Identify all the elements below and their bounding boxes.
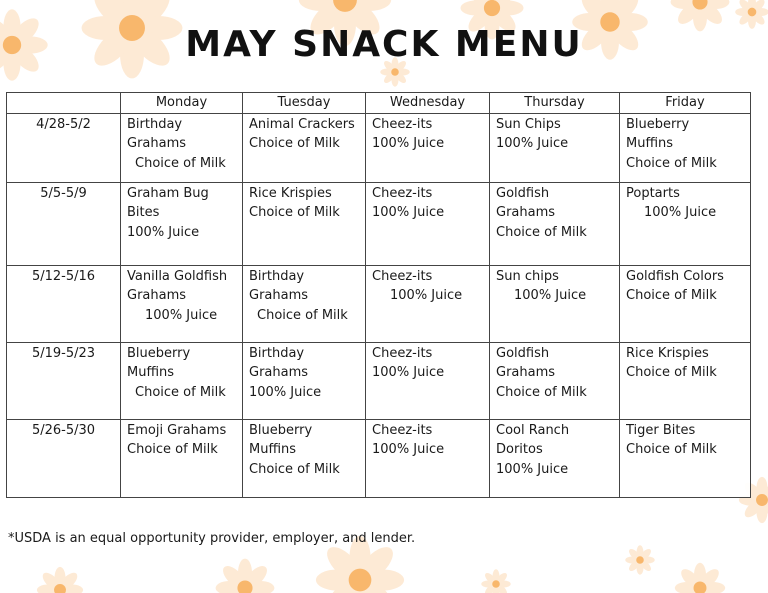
daisy-flower-icon xyxy=(481,569,510,593)
day-header: Tuesday xyxy=(243,93,366,114)
snack-menu-table xyxy=(6,92,751,498)
menu-cell: Cheez-its 100% Juice xyxy=(366,182,490,265)
menu-cell: Emoji Grahams Choice of Milk xyxy=(121,419,243,497)
menu-cell: Cheez-its 100% Juice xyxy=(366,342,490,419)
table-row xyxy=(7,342,751,419)
menu-cell: Sun Chips 100% Juice xyxy=(490,113,620,182)
menu-cell: Sun chips 100% Juice xyxy=(490,265,620,342)
menu-cell: Rice Krispies Choice of Milk xyxy=(620,342,751,419)
menu-cell: Goldfish Colors Choice of Milk xyxy=(620,265,751,342)
menu-cell: Graham Bug Bites 100% Juice xyxy=(121,182,243,265)
menu-cell: Blueberry Muffins Choice of Milk xyxy=(620,113,751,182)
table-row xyxy=(7,182,751,265)
menu-cell: Birthday Grahams 100% Juice xyxy=(243,342,366,419)
table-row xyxy=(7,265,751,342)
daisy-flower-icon xyxy=(625,545,654,574)
menu-cell: Poptarts 100% Juice xyxy=(620,182,751,265)
menu-cell: Birthday Grahams Choice of Milk xyxy=(243,265,366,342)
daisy-flower-icon xyxy=(37,567,83,593)
day-header: Thursday xyxy=(490,93,620,114)
header-row xyxy=(7,93,751,114)
daisy-flower-icon xyxy=(216,559,275,593)
menu-cell: Cool Ranch Doritos 100% Juice xyxy=(490,419,620,497)
day-header: Friday xyxy=(620,93,751,114)
menu-cell: Cheez-its 100% Juice xyxy=(366,113,490,182)
menu-cell: Blueberry Muffins Choice of Milk xyxy=(243,419,366,497)
daisy-flower-icon xyxy=(675,563,725,593)
week-label: 5/19-5/23 xyxy=(7,342,121,419)
week-label: 5/5-5/9 xyxy=(7,182,121,265)
menu-cell: Goldfish Grahams Choice of Milk xyxy=(490,182,620,265)
corner-cell xyxy=(7,93,121,114)
menu-cell: Blueberry Muffins Choice of Milk xyxy=(121,342,243,419)
menu-cell: Cheez-its 100% Juice xyxy=(366,265,490,342)
menu-cell: Cheez-its 100% Juice xyxy=(366,419,490,497)
menu-cell: Rice Krispies Choice of Milk xyxy=(243,182,366,265)
menu-cell: Vanilla Goldfish Grahams 100% Juice xyxy=(121,265,243,342)
page-title: MAY SNACK MENU xyxy=(185,24,583,65)
week-label: 5/26-5/30 xyxy=(7,419,121,497)
table-row xyxy=(7,113,751,182)
menu-cell: Animal Crackers Choice of Milk xyxy=(243,113,366,182)
week-label: 4/28-5/2 xyxy=(7,113,121,182)
day-header: Monday xyxy=(121,93,243,114)
menu-cell: Goldfish Grahams Choice of Milk xyxy=(490,342,620,419)
usda-footnote: *USDA is an equal opportunity provider, employer, and lender. xyxy=(8,531,416,546)
table-row xyxy=(7,419,751,497)
day-header: Wednesday xyxy=(366,93,490,114)
menu-cell: Birthday Grahams Choice of Milk xyxy=(121,113,243,182)
menu-cell: Tiger Bites Choice of Milk xyxy=(620,419,751,497)
week-label: 5/12-5/16 xyxy=(7,265,121,342)
